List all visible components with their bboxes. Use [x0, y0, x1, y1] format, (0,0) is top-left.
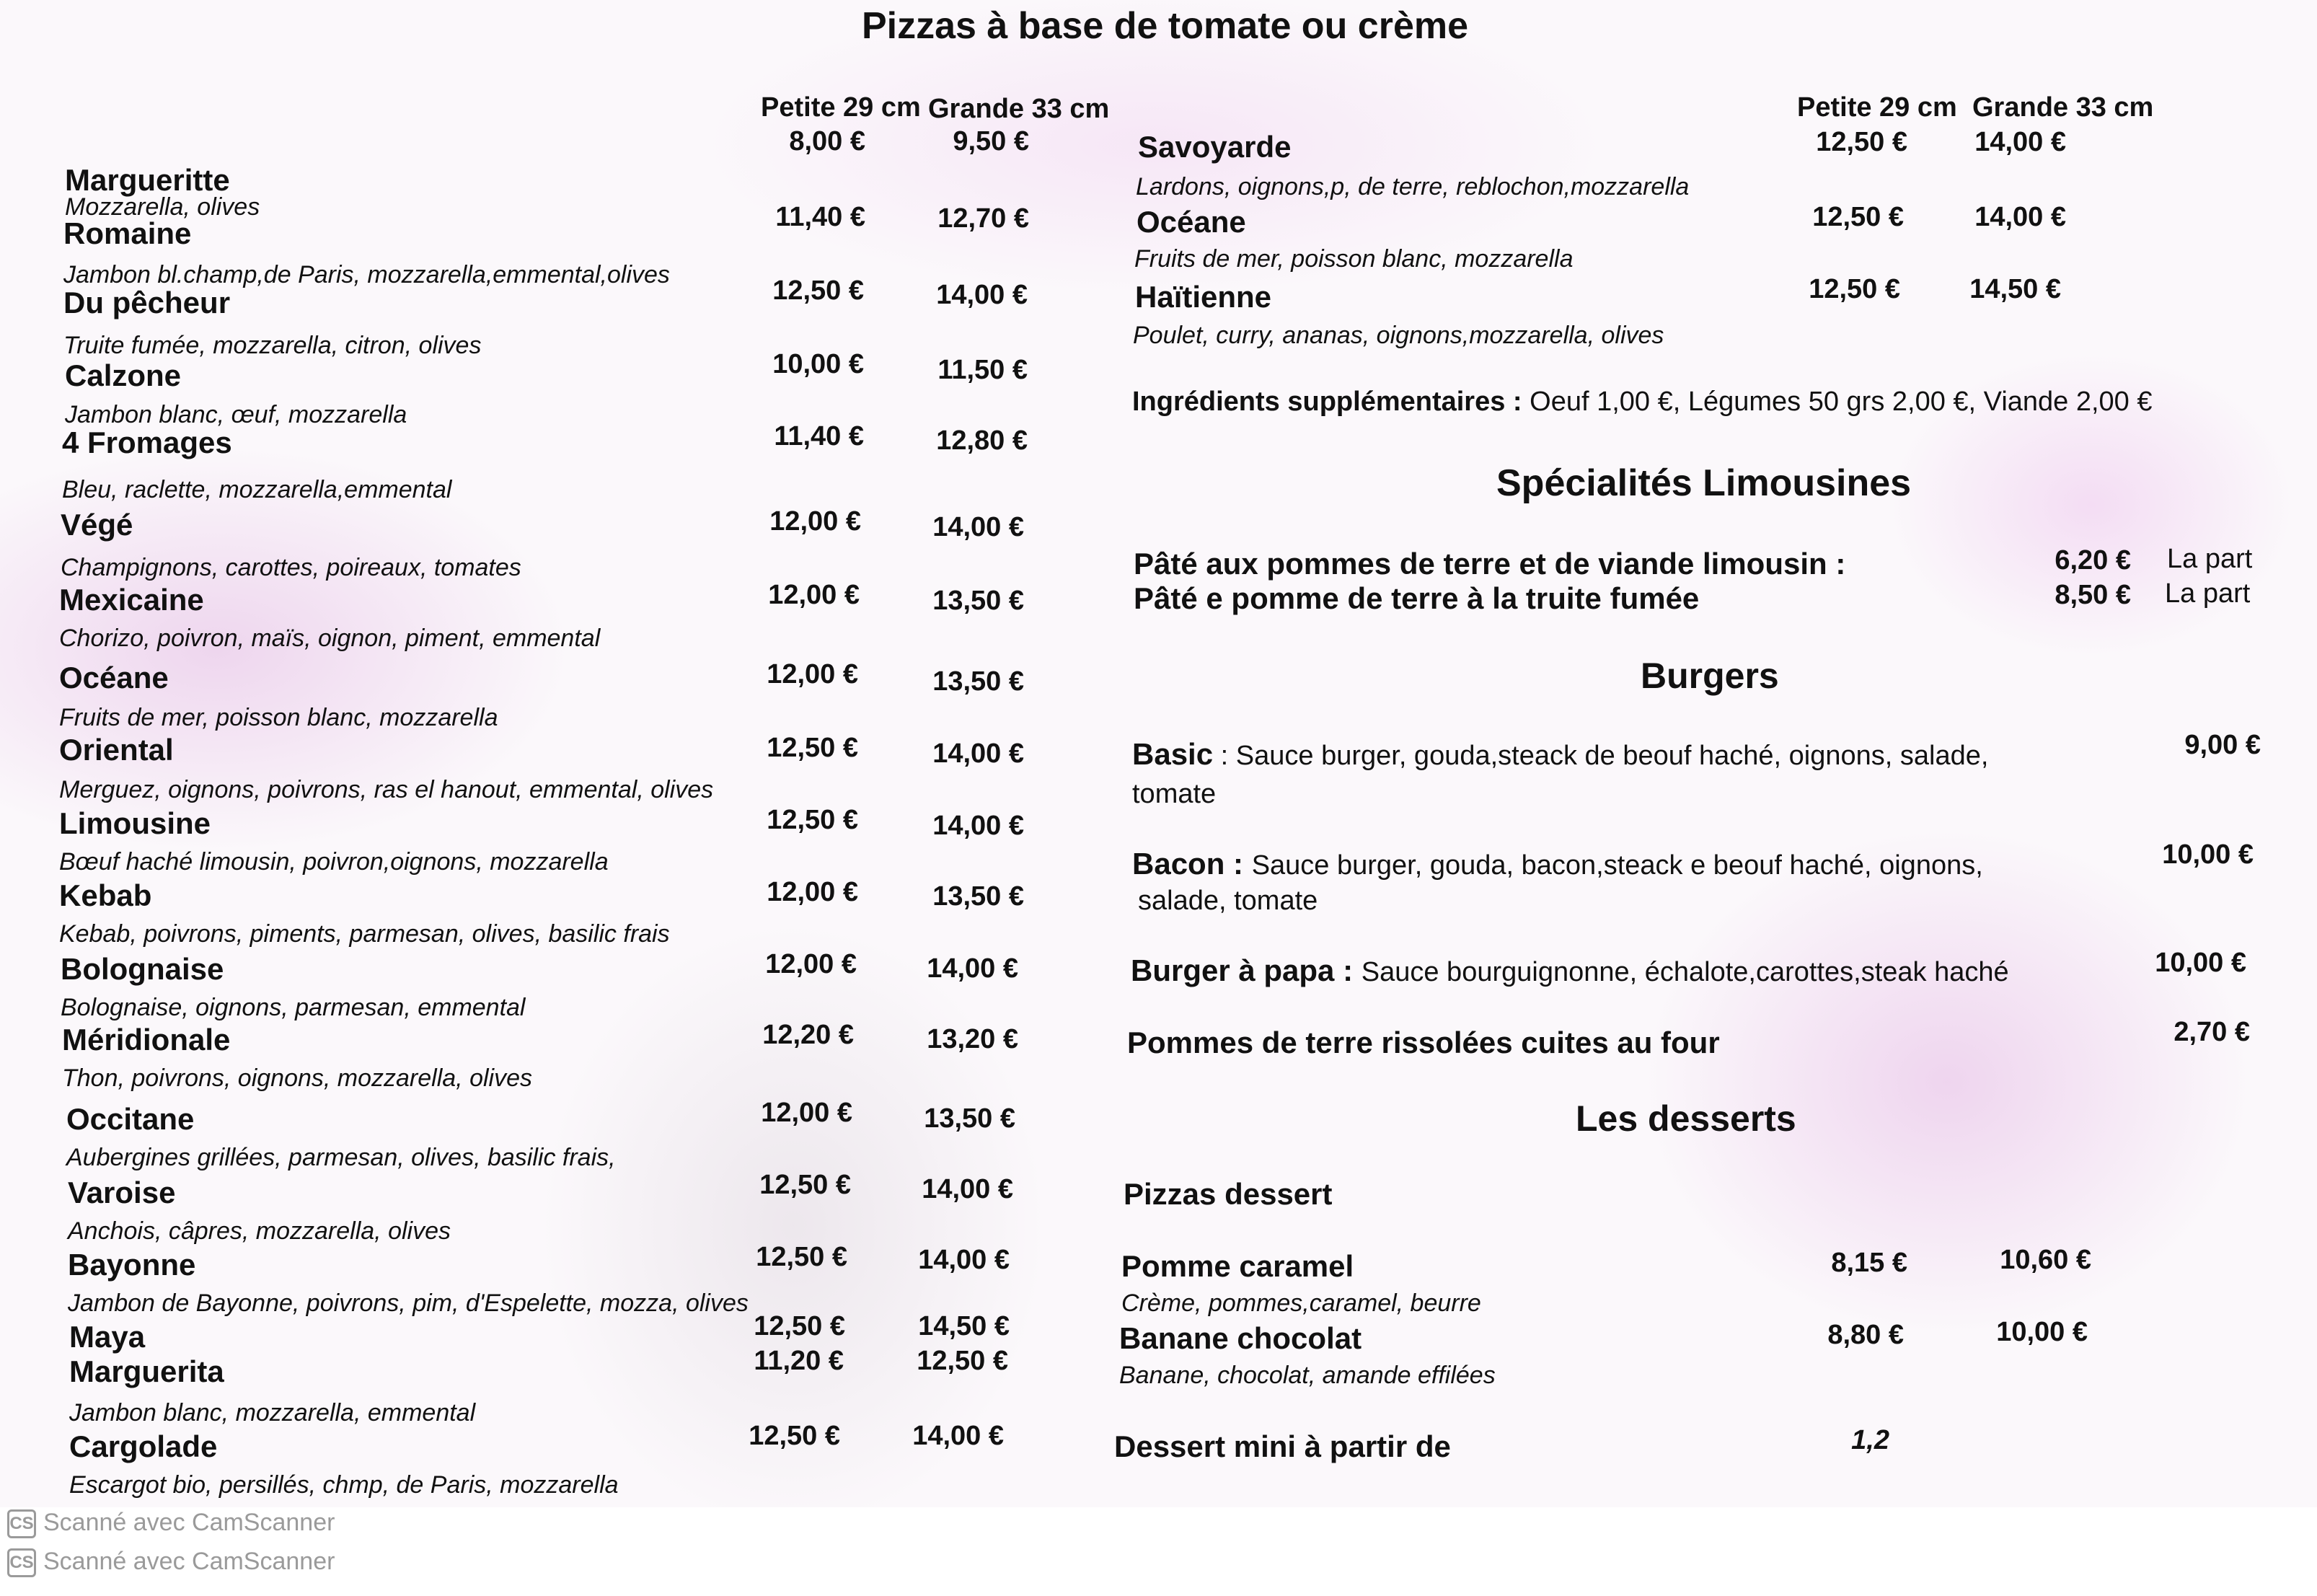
pizza-price-small: 11,40 €: [775, 202, 865, 232]
pizza-price-large: 14,00 €: [1974, 202, 2066, 232]
pizza-description: Bolognaise, oignons, parmesan, emmental: [61, 994, 526, 1021]
pizza-price-small: 12,20 €: [762, 1020, 854, 1050]
pizza-description: Kebab, poivrons, piments, parmesan, olives, basilic frais: [59, 920, 670, 948]
pizza-description: Jambon blanc, mozzarella, emmental: [69, 1399, 476, 1427]
pizza-price-small: 12,50 €: [767, 805, 858, 835]
pizza-name: Mexicaine: [59, 583, 204, 617]
pizza-description: Bleu, raclette, mozzarella,emmental: [62, 476, 452, 503]
right-col-large-header: Grande 33 cm: [1972, 92, 2154, 123]
camscanner-watermark-1: [7, 1509, 335, 1538]
pizza-name: Savoyarde: [1138, 130, 1292, 164]
pizza-price-small: 12,50 €: [767, 733, 858, 763]
pizza-price-large: 14,00 €: [932, 811, 1024, 841]
pizza-description: Fruits de mer, poisson blanc, mozzarella: [59, 704, 498, 731]
dessert-1-large-price: 10,60 €: [2000, 1245, 2091, 1275]
pizza-price-large: 13,50 €: [924, 1103, 1015, 1134]
burger-bacon-desc: Sauce burger, gouda, bacon,steack e beouf haché, oignons,: [1251, 850, 1983, 881]
burger-papa-name: Burger à papa: [1131, 953, 1335, 987]
pizza-price-large: 14,00 €: [912, 1421, 1004, 1451]
pizza-name: Occitane: [66, 1102, 195, 1136]
pizza-description: Thon, poivrons, oignons, mozzarella, olives: [62, 1064, 532, 1092]
pizza-name: Maya: [69, 1320, 146, 1354]
pizza-description: Poulet, curry, ananas, oignons,mozzarella, olives: [1133, 322, 1664, 349]
pizza-price-small: 8,00 €: [789, 126, 865, 156]
pizza-name: Kebab: [59, 878, 152, 912]
dessert-1-small-price: 8,15 €: [1831, 1248, 1907, 1278]
pizza-price-large: 12,80 €: [936, 426, 1028, 456]
right-col-small-header: Petite 29 cm: [1797, 92, 1957, 123]
specialite-2-name: Pâté e pomme de terre à la truite fumée: [1134, 581, 1700, 615]
pizza-name: Océane: [1137, 205, 1246, 239]
pizza-price-small: 12,50 €: [759, 1170, 851, 1200]
desserts-subtitle: Pizzas dessert: [1124, 1177, 1333, 1211]
pizza-price-large: 14,00 €: [922, 1174, 1013, 1204]
burger-basic-price: 9,00 €: [2184, 730, 2261, 760]
pizza-name: Limousine: [59, 806, 211, 840]
dessert-2-desc: Banane, chocolat, amande effilées: [1119, 1362, 1496, 1389]
camscanner-text: Scanné avec CamScanner: [43, 1509, 335, 1536]
pizza-name: Haïtienne: [1135, 280, 1272, 314]
pizza-price-small: 12,50 €: [749, 1421, 840, 1451]
pizza-price-large: 14,50 €: [1969, 274, 2061, 304]
pizza-price-large: 11,50 €: [937, 355, 1028, 385]
burger-papa-price: 10,00 €: [2155, 948, 2246, 978]
burger-basic-desc-cont: tomate: [1132, 779, 1217, 809]
supplements-label: Ingrédients supplémentaires :: [1132, 387, 1522, 417]
pizza-description: Chorizo, poivron, maïs, oignon, piment, emmental: [59, 625, 601, 652]
pizza-description: Fruits de mer, poisson blanc, mozzarella: [1134, 245, 1574, 273]
pizza-price-large: 14,00 €: [932, 512, 1024, 542]
specialite-2-unit: La part: [2165, 578, 2251, 609]
pizza-description: Merguez, oignons, poivrons, ras el hanout, emmental, olives: [59, 776, 714, 803]
pizza-price-large: 12,70 €: [937, 203, 1029, 234]
pizza-name: Marguerita: [69, 1354, 224, 1388]
burger-bacon-desc-cont: salade, tomate: [1138, 886, 1318, 916]
pizza-description: Jambon blanc, œuf, mozzarella: [65, 401, 407, 428]
pizza-name: Océane: [59, 661, 169, 695]
pizza-name: Méridionale: [62, 1023, 231, 1057]
pizza-price-small: 12,50 €: [1809, 274, 1900, 304]
camscanner-logo-icon: CS: [7, 1548, 36, 1577]
burger-basic-name: Basic: [1132, 737, 1214, 771]
pizza-price-large: 12,50 €: [917, 1346, 1008, 1376]
pizza-name: 4 Fromages: [62, 426, 232, 459]
pizza-price-large: 14,00 €: [936, 280, 1028, 310]
burger-bacon-price: 10,00 €: [2162, 839, 2254, 870]
pizza-description: Lardons, oignons,p, de terre, reblochon,mozzarella: [1136, 173, 1690, 200]
pizza-price-small: 12,00 €: [769, 506, 861, 537]
dessert-mini-price: 1,2: [1851, 1425, 1889, 1455]
camscanner-logo-icon: CS: [7, 1509, 36, 1538]
pizza-price-small: 12,50 €: [1816, 127, 1907, 157]
pizza-description: Jambon de Bayonne, poivrons, pim, d'Espelette, mozza, olives: [68, 1289, 749, 1317]
pizza-price-small: 12,00 €: [767, 877, 858, 907]
burger-bacon-name: Bacon: [1132, 847, 1225, 881]
pizza-price-small: 11,40 €: [774, 421, 864, 451]
pizza-name: Romaine: [63, 216, 192, 250]
pizza-price-large: 14,00 €: [932, 739, 1024, 769]
specialite-1-price: 6,20 €: [2055, 545, 2131, 576]
pizza-price-large: 13,50 €: [932, 881, 1024, 912]
specialites-title: Spécialités Limousines: [1496, 462, 1912, 504]
burger-papa-desc: Sauce bourguignonne, échalote,carottes,steak haché: [1361, 957, 2009, 987]
potatoes-price: 2,70 €: [2173, 1017, 2250, 1047]
dessert-2-large-price: 10,00 €: [1996, 1317, 2088, 1347]
pizza-price-large: 14,00 €: [927, 953, 1018, 984]
specialite-1-name: Pâté aux pommes de terre et de viande limousin :: [1134, 547, 1846, 581]
pizza-price-large: 9,50 €: [953, 126, 1029, 156]
pizza-description: Aubergines grillées, parmesan, olives, basilic frais,: [66, 1144, 616, 1171]
burgers-title: Burgers: [1641, 656, 1779, 696]
dessert-2-name: Banane chocolat: [1119, 1321, 1362, 1355]
pizza-price-large: 14,50 €: [918, 1311, 1010, 1341]
pizza-name: Oriental: [59, 733, 174, 767]
pizza-description: Jambon bl.champ,de Paris, mozzarella,emmental,olives: [63, 261, 670, 288]
dessert-mini-name: Dessert mini à partir de: [1114, 1429, 1451, 1463]
pizza-name: Calzone: [65, 358, 182, 392]
potatoes-name: Pommes de terre rissolées cuites au four: [1127, 1026, 1720, 1059]
burger-bacon-line1: Bacon : Sauce burger, gouda, bacon,steack e beouf haché, oignons,: [1132, 847, 1983, 881]
pizza-price-large: 14,00 €: [1974, 127, 2066, 157]
pizza-price-small: 12,50 €: [1812, 202, 1904, 232]
left-col-small-header: Petite 29 cm: [761, 92, 921, 123]
page-title: Pizzas à base de tomate ou crème: [862, 5, 1469, 47]
burger-basic-desc: Sauce burger, gouda,steack de beouf haché, oignons, salade,: [1235, 741, 1989, 771]
camscanner-watermark-2: [7, 1548, 335, 1577]
pizza-name: Végé: [61, 508, 133, 542]
burger-papa-line1: Burger à papa : Sauce bourguignonne, échalote,carottes,steak haché: [1131, 953, 2009, 987]
dessert-2-small-price: 8,80 €: [1827, 1320, 1904, 1350]
pizza-name: Cargolade: [69, 1429, 218, 1463]
pizza-description: Escargot bio, persillés, chmp, de Paris, mozzarella: [69, 1471, 619, 1499]
desserts-title: Les desserts: [1576, 1098, 1796, 1139]
pizza-price-large: 13,20 €: [927, 1024, 1018, 1054]
pizza-description: Mozzarella, olives: [65, 193, 260, 221]
pizza-name: Du pêcheur: [63, 286, 231, 319]
pizza-price-small: 11,20 €: [754, 1346, 844, 1376]
pizza-name: Bayonne: [68, 1248, 196, 1282]
pizza-price-small: 12,00 €: [768, 580, 860, 610]
pizza-description: Truite fumée, mozzarella, citron, olives: [63, 332, 482, 359]
pizza-description: Bœuf haché limousin, poivron,oignons, mozzarella: [59, 848, 609, 876]
pizza-description: Champignons, carottes, poireaux, tomates: [61, 554, 521, 581]
dessert-1-name: Pomme caramel: [1121, 1249, 1354, 1283]
pizza-name: Bolognaise: [61, 952, 224, 986]
camscanner-text: Scanné avec CamScanner: [43, 1548, 335, 1575]
pizza-name: Margueritte: [65, 163, 230, 197]
supplements-line: [1132, 387, 2153, 418]
pizza-price-small: 12,50 €: [756, 1242, 847, 1272]
pizza-price-small: 12,50 €: [754, 1311, 845, 1341]
dessert-1-desc: Crème, pommes,caramel, beurre: [1121, 1289, 1481, 1317]
specialite-2-price: 8,50 €: [2055, 580, 2131, 610]
burger-basic-line1: Basic : Sauce burger, gouda,steack de beouf haché, oignons, salade,: [1132, 737, 1989, 771]
left-col-large-header: Grande 33 cm: [928, 94, 1110, 124]
pizza-price-small: 12,00 €: [761, 1098, 852, 1128]
supplements-text: Oeuf 1,00 €, Légumes 50 grs 2,00 €, Viande 2,00 €: [1530, 387, 2153, 417]
specialite-1-unit: La part: [2167, 544, 2253, 574]
pizza-price-small: 10,00 €: [772, 349, 864, 379]
pizza-price-small: 12,50 €: [772, 275, 864, 306]
pizza-description: Anchois, câpres, mozzarella, olives: [68, 1217, 451, 1245]
pizza-price-small: 12,00 €: [767, 659, 858, 689]
pizza-name: Varoise: [68, 1176, 176, 1209]
pizza-price-large: 13,50 €: [932, 666, 1024, 697]
pizza-price-small: 12,00 €: [765, 949, 857, 979]
pizza-price-large: 13,50 €: [932, 586, 1024, 616]
pizza-price-large: 14,00 €: [918, 1245, 1010, 1275]
